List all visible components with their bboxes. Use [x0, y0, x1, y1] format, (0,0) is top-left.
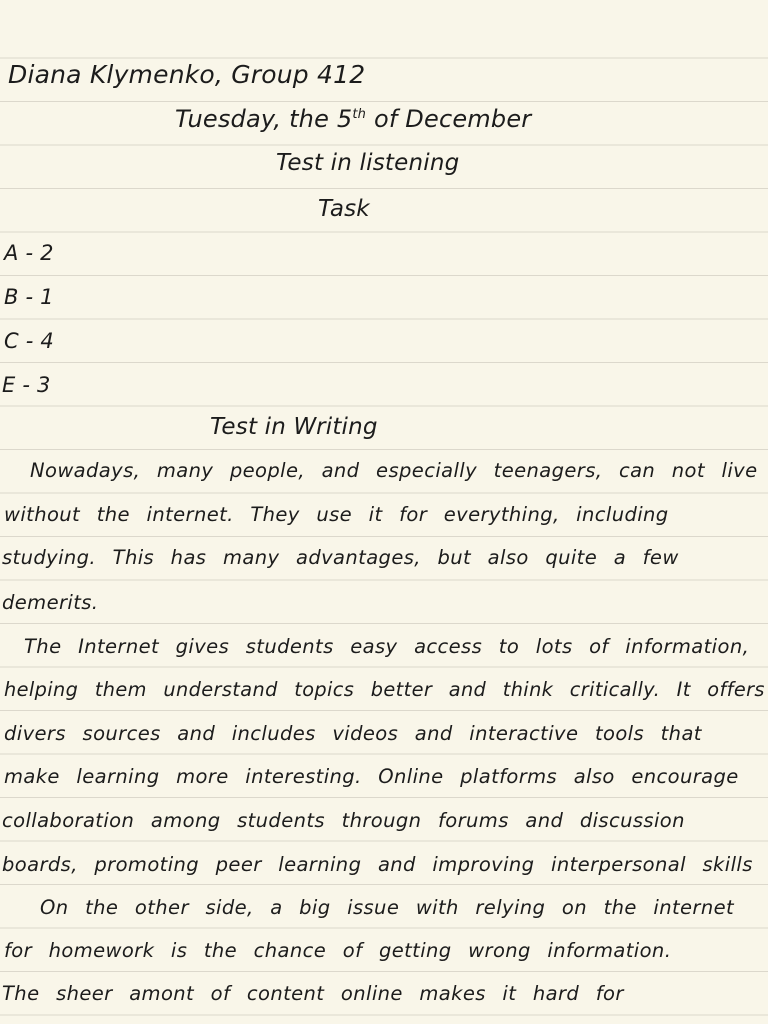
listening-test-title: Test in listening — [276, 150, 460, 176]
answer-item: A - 2 — [4, 241, 54, 265]
essay-line: On the other side, a big issue with relying on the internet — [40, 896, 735, 919]
essay-line: divers sources and includes videos and interactive tools that — [4, 722, 702, 745]
essay-line: make learning more interesting. Online platforms also encourage — [4, 765, 739, 788]
essay-line: helping them understand topics better and think critically. It offers — [4, 678, 765, 701]
essay-line: collaboration among students througn forums and discussion — [2, 809, 685, 832]
writing-test-title: Test in Writing — [210, 414, 378, 440]
essay-line: Nowadays, many people, and especially teenagers, can not live — [30, 459, 758, 482]
answer-item: E - 3 — [2, 373, 51, 397]
date-line — [175, 104, 531, 134]
essay-line: The Internet gives students easy access to lots of information, — [24, 635, 750, 658]
answer-item: B - 1 — [4, 285, 54, 309]
essay-line: without the internet. They use it for everything, including — [4, 503, 669, 526]
essay-line: studying. This has many advantages, but also quite a few — [2, 546, 679, 569]
essay-line: The sheer amont of content online makes it hard for — [2, 982, 624, 1005]
author-line: Diana Klymenko, Group 412 — [8, 60, 366, 89]
answer-item: C - 4 — [4, 329, 54, 353]
essay-line: boards, promoting peer learning and improving interpersonal skills — [2, 853, 753, 876]
task-label: Task — [318, 196, 370, 222]
date-ordinal-suffix: th — [352, 107, 367, 122]
date-prefix: Tuesday, the 5 — [175, 105, 353, 133]
essay-line: for homework is the chance of getting wrong information. — [4, 939, 672, 962]
date-rest: of December — [366, 105, 532, 133]
essay-line: demerits. — [2, 591, 99, 614]
